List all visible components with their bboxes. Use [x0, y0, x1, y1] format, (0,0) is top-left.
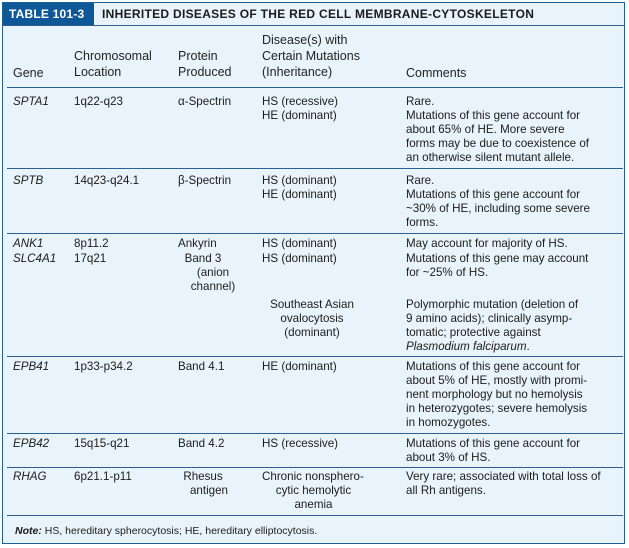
- disease-epb41: HE (dominant): [262, 360, 337, 373]
- disease-spta1-2: HE (dominant): [262, 109, 337, 122]
- header-disease-line3: (Inheritance): [262, 65, 333, 79]
- location-spta1: 1q22-q23: [74, 95, 123, 108]
- comment-slc4a1-2d: [406, 340, 530, 354]
- comment-spta1-2d: an otherwise silent mutant allele.: [406, 151, 575, 164]
- row-rule: [7, 467, 623, 468]
- comment-epb42-a: Mutations of this gene account for: [406, 437, 581, 450]
- gene-epb42: EPB42: [13, 437, 50, 450]
- table-number: TABLE 101-3: [3, 3, 94, 25]
- comment-slc4a1-1a: Mutations of this gene may account: [406, 252, 589, 265]
- location-slc4a1: 17q21: [74, 252, 107, 265]
- header-protein-line1: Protein: [178, 49, 218, 63]
- comment-epb41-d: in heterozygotes; severe hemolysis: [406, 402, 588, 415]
- comment-slc4a1-2b: 9 amino acids); clinically asymp-: [406, 312, 573, 325]
- disease-rhag-1: Chronic nonsphero-: [262, 470, 364, 483]
- location-epb41: 1p33-p34.2: [74, 360, 133, 373]
- comment-sptb-1: Rare.: [406, 174, 435, 187]
- row-rule: [7, 356, 623, 357]
- header-gene: Gene: [13, 66, 44, 80]
- comment-rhag-a: Very rare; associated with total loss of: [406, 470, 601, 483]
- table-title: INHERITED DISEASES OF THE RED CELL MEMBRANE-CYTOSKELETON: [102, 7, 535, 21]
- comment-epb42-b: about 3% of HS.: [406, 451, 491, 464]
- row-rule: [7, 168, 623, 169]
- disease-rhag-2: cytic hemolytic: [275, 484, 352, 497]
- location-rhag: 6p21.1-p11: [74, 470, 132, 483]
- comment-epb41-e: in homozygotes.: [406, 416, 491, 429]
- comment-slc4a1-2c: tomatic; protective against: [406, 326, 541, 339]
- comment-sptb-2a: Mutations of this gene account for: [406, 188, 581, 201]
- gene-epb41: EPB41: [13, 360, 50, 373]
- comment-slc4a1-1b: for ~25% of HS.: [406, 266, 489, 279]
- header-location-line2: Location: [74, 65, 122, 79]
- comment-spta1-2c: forms may be due to coexistence of: [406, 137, 590, 150]
- header-disease-line1: Disease(s) with: [262, 33, 348, 47]
- comment-spta1-2a: Mutations of this gene account for: [406, 109, 581, 122]
- note-label: Note:: [15, 525, 42, 537]
- gene-rhag: RHAG: [13, 470, 47, 483]
- disease-spta1-1: HS (recessive): [262, 95, 339, 108]
- disease-rhag-3: anemia: [294, 498, 333, 511]
- comment-sptb-2c: forms.: [406, 216, 439, 229]
- gene-spta1: SPTA1: [13, 95, 49, 108]
- disease-epb42: HS (recessive): [262, 437, 339, 450]
- comment-spta1-1: Rare.: [406, 95, 435, 108]
- comment-slc4a1-period: .: [526, 340, 530, 353]
- location-ank1: 8p11.2: [74, 237, 109, 250]
- comment-epb41-c: nent morphology but no hemolysis: [406, 388, 583, 401]
- header-disease-line2: Certain Mutations: [262, 49, 360, 63]
- protein-rhag-2: antigen: [189, 484, 229, 497]
- header-comments: Comments: [406, 66, 467, 80]
- row-rule: [7, 233, 623, 234]
- disease-sptb-2: HE (dominant): [262, 188, 337, 201]
- row-rule: [7, 433, 623, 434]
- header-location-line1: Chromosomal: [74, 49, 152, 63]
- header-rule: [7, 87, 623, 88]
- comment-rhag-b: all Rh antigens.: [406, 484, 486, 497]
- gene-slc4a1: SLC4A1: [13, 252, 57, 265]
- bottom-rule: [7, 515, 623, 516]
- disease-ank1: HS (dominant): [262, 237, 337, 250]
- table-note: [15, 525, 317, 537]
- protein-spta1: α-Spectrin: [178, 95, 232, 108]
- disease-slc4a1-2a: Southeast Asian: [270, 298, 354, 311]
- table-title-bar: [3, 3, 624, 26]
- disease-slc4a1-1: HS (dominant): [262, 252, 337, 265]
- comment-epb41-a: Mutations of this gene account for: [406, 360, 581, 373]
- protein-rhag-1: Rhesus: [183, 470, 223, 483]
- location-epb42: 15q15-q21: [74, 437, 130, 450]
- table-frame: [2, 2, 625, 544]
- comment-slc4a1-organism: Plasmodium falciparum: [406, 340, 527, 353]
- comment-slc4a1-2a: Polymorphic mutation (deletion of: [406, 298, 579, 311]
- disease-slc4a1-2c: (dominant): [284, 326, 340, 339]
- protein-slc4a1-2: (anion: [196, 266, 230, 279]
- protein-slc4a1-1: Band 3: [184, 252, 222, 265]
- note-text: HS, hereditary spherocytosis; HE, hereditary elliptocytosis.: [44, 525, 318, 537]
- protein-sptb: β-Spectrin: [178, 174, 232, 187]
- comment-spta1-2b: about 65% of HE. More severe: [406, 123, 565, 136]
- location-sptb: 14q23-q24.1: [74, 174, 140, 187]
- comment-epb41-b: about 5% of HE, mostly with promi-: [406, 374, 588, 387]
- disease-sptb-1: HS (dominant): [262, 174, 337, 187]
- protein-slc4a1-3: channel): [190, 280, 236, 293]
- header-protein-line2: Produced: [178, 65, 232, 79]
- protein-epb42: Band 4.2: [178, 437, 225, 450]
- comment-sptb-2b: ~30% of HE, including some severe: [406, 202, 590, 215]
- disease-slc4a1-2b: ovalocytosis: [280, 312, 344, 325]
- protein-ank1: Ankyrin: [178, 237, 217, 250]
- gene-ank1: ANK1: [13, 237, 44, 250]
- comment-ank1: May account for majority of HS.: [406, 237, 568, 250]
- gene-sptb: SPTB: [13, 174, 44, 187]
- protein-epb41: Band 4.1: [178, 360, 225, 373]
